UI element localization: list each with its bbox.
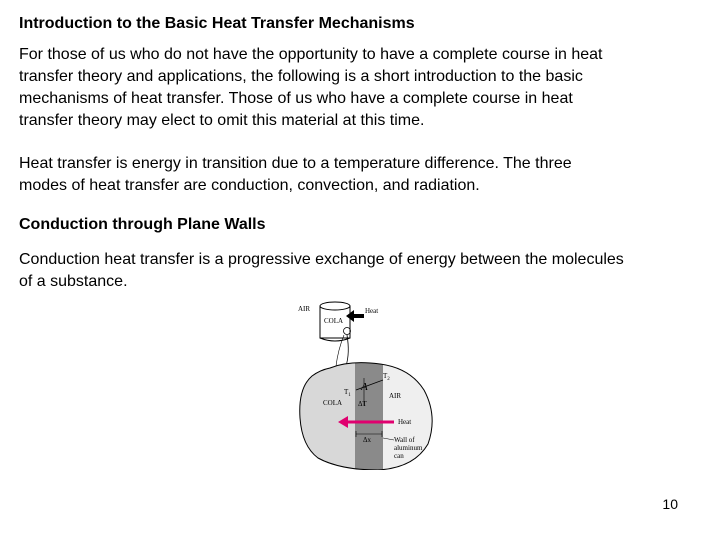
t2-label: $T_2$ bbox=[383, 372, 390, 382]
intro-paragraph bbox=[19, 44, 709, 132]
wall-label-line-1: Wall of bbox=[394, 436, 415, 444]
can-cola-label: COLA bbox=[324, 317, 344, 325]
wall-label-line-3: can bbox=[394, 452, 404, 460]
page-number: 10 bbox=[662, 496, 678, 512]
conduction-line: of a substance. bbox=[19, 273, 128, 290]
wall-region bbox=[355, 358, 383, 470]
area-label: A bbox=[361, 381, 368, 393]
conduction-figure bbox=[290, 298, 442, 470]
t1-label: $T_1$ bbox=[344, 388, 351, 398]
definition-paragraph bbox=[19, 153, 709, 197]
wall-label-line-2: aluminum bbox=[394, 444, 423, 452]
cola-label: COLA bbox=[323, 399, 343, 407]
conduction-paragraph bbox=[19, 249, 709, 293]
can-heat-label: Heat bbox=[365, 307, 379, 315]
definition-line: Heat transfer is energy in transition due to a temperature difference. The three bbox=[19, 155, 572, 172]
intro-line: For those of us who do not have the opportunity to have a complete course in heat bbox=[19, 46, 603, 63]
intro-line: transfer theory may elect to omit this material at this time. bbox=[19, 112, 425, 129]
air-label: AIR bbox=[389, 392, 402, 400]
slide-title: Introduction to the Basic Heat Transfer Mechanisms bbox=[19, 15, 415, 32]
intro-line: mechanisms of heat transfer. Those of us who have a complete course in heat bbox=[19, 90, 573, 107]
delta-x-label: Δx bbox=[363, 436, 372, 444]
can-air-label: AIR bbox=[298, 305, 311, 313]
heat-label: Heat bbox=[398, 418, 412, 426]
delta-t-label: ΔT bbox=[358, 400, 367, 408]
section-heading: Conduction through Plane Walls bbox=[19, 216, 266, 233]
zoom-connector bbox=[336, 335, 344, 366]
conduction-line: Conduction heat transfer is a progressive exchange of energy between the molecules bbox=[19, 251, 624, 268]
intro-line: transfer theory and applications, the following is a short introduction to the basic bbox=[19, 68, 583, 85]
definition-line: modes of heat transfer are conduction, convection, and radiation. bbox=[19, 177, 480, 194]
